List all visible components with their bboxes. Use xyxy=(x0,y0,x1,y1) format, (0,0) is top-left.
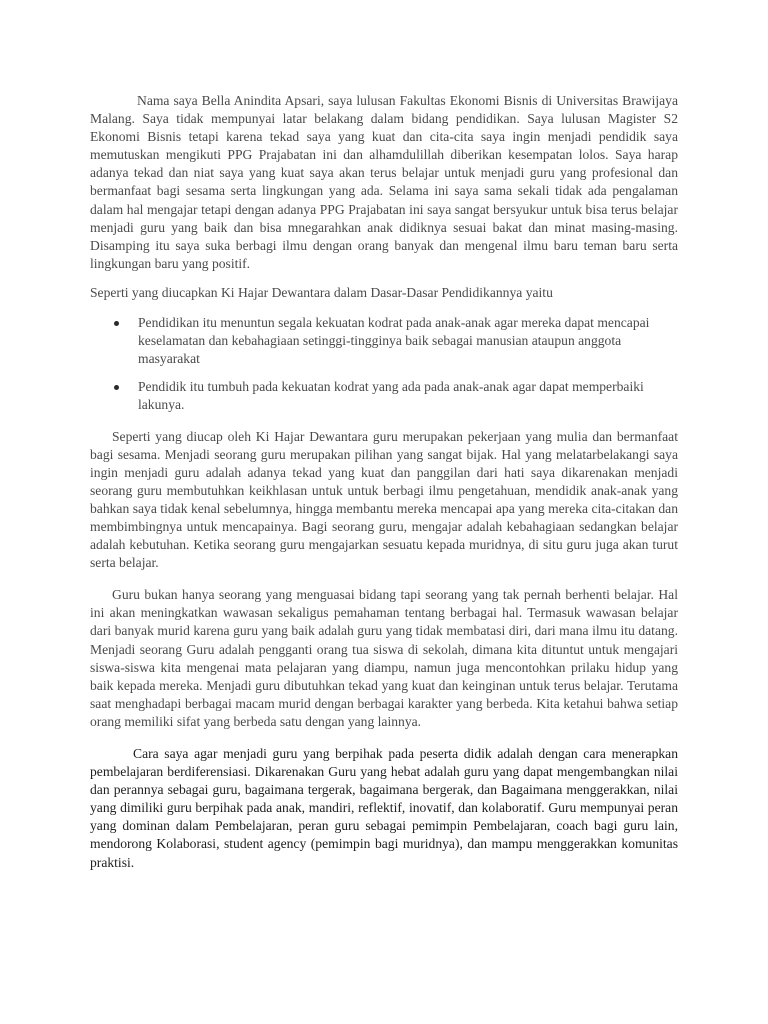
list-item-text: Pendidikan itu menuntun segala kekuatan kodrat pada anak-anak agar mereka dapat mencapai keselamatan dan kebahagiaan setinggi-tingginya baik sebagai manusian ataupun anggota masyarakat xyxy=(138,315,650,367)
list-item-text: Pendidik itu tumbuh pada kekuatan kodrat yang ada pada anak-anak agar dapat memperbaiki lakunya. xyxy=(138,379,644,413)
bullet-icon xyxy=(114,385,119,390)
quote-list xyxy=(90,314,678,414)
paragraph-motivation: Seperti yang diucap oleh Ki Hajar Dewantara guru merupakan pekerjaan yang mulia dan bermanfaat bagi sesama. Menjadi seorang guru merupakan pilihan yang sangat bijak. Hal yang melatarbelakangi saya ingin menjadi guru adalah adanya tekad yang kuat dan panggilan dari hati saya dikarenakan menjadi seorang guru membutuhkan keikhlasan untuk untuk berbagi ilmu pengetahuan, mendidik anak-anak yang bahkan saya tidak kenal sebelumnya, hingga membantu mereka mencapai apa yang mereka cita-citakan dan membimbingnya untuk mencapainya. Bagi seorang guru, mengajar adalah kebahagiaan sedangkan belajar adalah kebutuhan. Ketika seorang guru mengajarkan sesuatu kepada muridnya, di situ guru juga akan turut serta belajar. xyxy=(90,428,678,571)
document-page xyxy=(90,92,678,872)
paragraph-differentiation: Cara saya agar menjadi guru yang berpihak pada peserta didik adalah dengan cara menerapkan pembelajaran berdiferensiasi. Dikarenakan Guru yang hebat adalah guru yang dapat mengembangkan nilai dan perannya sebagai guru, bagaimana tergerak, bagaimana bergerak, dan Bagaimana menggerakkan, nilai yang dimiliki guru berpihak pada anak, mandiri, reflektif, inovatif, dan kolaboratif. Guru mempunyai peran yang dominan dalam Pembelajaran, peran guru sebagai pemimpin Pembelajaran, coach bagi guru lain, mendorong Kolaborasi, student agency (pemimpin bagi muridnya), dan mampu menggerakkan komunitas praktisi. xyxy=(90,746,678,870)
paragraph-lifelong-learning: Guru bukan hanya seorang yang menguasai bidang tapi seorang yang tak pernah berhenti belajar. Hal ini akan meningkatkan wawasan sekaligus pemahaman tentang berbagai hal. Termasuk wawasan belajar dari banyak murid karena guru yang baik adalah guru yang tidak membatasi diri, dari mana ilmu itu datang. Menjadi seorang Guru adalah pengganti orang tua siswa di sekolah, dimana kita dituntut untuk mengajari siswa-siswa kita mengenai mata pelajaran yang diampu, namun juga mencontohkan prilaku hidup yang baik kepada mereka. Menjadi guru dibutuhkan tekad yang kuat dan keinginan untuk terus belajar. Terutama saat menghadapi berbagai macam murid dengan berbagai karakter yang berbeda. Kita ketahui bahwa setiap orang memiliki sifat yang berbeda satu dengan yang lainnya. xyxy=(90,587,678,729)
bullet-icon xyxy=(114,321,119,326)
quote-intro: Seperti yang diucapkan Ki Hajar Dewantara dalam Dasar-Dasar Pendidikannya yaitu xyxy=(90,284,553,300)
paragraph-intro: Nama saya Bella Anindita Apsari, saya lulusan Fakultas Ekonomi Bisnis di Universitas Brawijaya Malang. Saya tidak mempunyai latar belakang dalam bidang pendidikan. Saya lulusan Magister S2 Ekonomi Bisnis tetapi karena tekad saya yang kuat dan cita-cita saya ingin menjadi pendidik saya memutuskan mengikuti PPG Prajabatan ini dan alhamdulillah diberikan kesempatan lolos. Saya harap adanya tekad dan niat saya yang kuat saya akan terus belajar untuk menjadi guru yang profesional dan bermanfaat bagi sesama serta lingkungan yang ada. Selama ini saya sama sekali tidak ada pengalaman dalam hal mengajar tetapi dengan adanya PPG Prajabatan ini saya sangat bersyukur untuk bisa terus belajar menjadi guru yang baik dan bisa mnegarahkan anak didiknya sesuai bakat dan minat masing-masing. Disamping itu saya suka berbagi ilmu dengan orang banyak dan mengenal ilmu baru teman baru serta lingkungan baru yang positif. xyxy=(90,93,678,271)
list-item xyxy=(90,378,678,414)
list-item xyxy=(90,314,678,368)
